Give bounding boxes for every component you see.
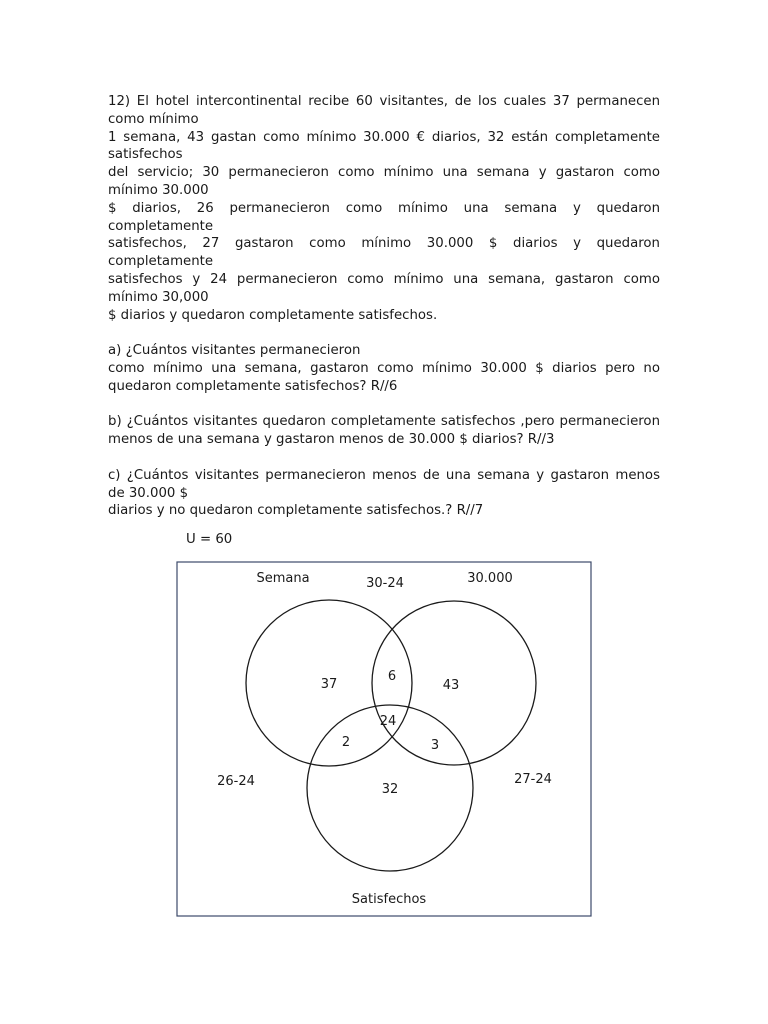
pair-semana-satisfechos-label: 26-24 (217, 774, 255, 789)
problem-line: $ diarios, 26 permanecieron como mínimo una semana y quedaron (108, 200, 660, 216)
region-semana-satisfechos: 2 (341, 735, 351, 750)
problem-line: 12) El hotel intercontinental recibe 60 visitantes, de los cuales 37 permanecen (108, 94, 660, 109)
problem-line: $ diarios y quedaron completamente satisfechos. (108, 307, 438, 323)
region-gasto: 43 (442, 678, 460, 693)
region-semana: 37 (320, 677, 338, 692)
question-c-line: c) ¿Cuántos visitantes permanecieron menos de una semana y gastaron menos (108, 467, 660, 483)
problem-line: satisfechos (108, 147, 183, 163)
question-c-line: de 30.000 $ (108, 485, 189, 501)
question-a-line: quedaron completamente satisfechos? R//6 (108, 378, 398, 394)
problem-line: del servicio; 30 permanecieron como mínimo una semana y gastaron como (108, 165, 660, 181)
problem-line: satisfechos y 24 permanecieron como mínimo una semana, gastaron como (108, 271, 660, 287)
region-all-three: 24 (379, 714, 397, 729)
region-semana-gasto: 6 (387, 669, 397, 684)
question-a-line: como mínimo una semana, gastaron como mínimo 30.000 $ diarios pero no (108, 360, 660, 376)
question-a-line: a) ¿Cuántos visitantes permanecieron (108, 343, 361, 359)
question-b-line: menos de una semana y gastaron menos de 30.000 $ diarios? R//3 (108, 432, 555, 448)
set-satisfechos-label: Satisfechos (351, 892, 427, 907)
question-b-line: b) ¿Cuántos visitantes quedaron completamente satisfechos ,pero permanecieron (108, 414, 660, 430)
region-satisfechos: 32 (381, 782, 399, 797)
problem-line: completamente (108, 218, 214, 234)
region-gasto-satisfechos: 3 (430, 738, 440, 753)
problem-line: mínimo 30,000 (108, 289, 209, 305)
problem-line: como mínimo (108, 111, 199, 127)
problem-line: satisfechos, 27 gastaron como mínimo 30.000 $ diarios y quedaron (108, 236, 660, 252)
pair-gasto-satisfechos-label: 27-24 (514, 772, 552, 787)
universe-box (177, 562, 591, 916)
set-gasto-label: 30.000 (467, 571, 513, 586)
set-semana-label: Semana (256, 571, 310, 586)
problem-line: mínimo 30.000 (108, 182, 209, 198)
universe-label: U = 60 (186, 532, 233, 547)
pair-semana-gasto-label: 30-24 (366, 576, 404, 591)
problem-line: completamente (108, 254, 214, 270)
problem-line: 1 semana, 43 gastan como mínimo 30.000 € diarios, 32 están completamente (108, 129, 660, 145)
question-c-line: diarios y no quedaron completamente satisfechos.? R//7 (108, 503, 484, 519)
